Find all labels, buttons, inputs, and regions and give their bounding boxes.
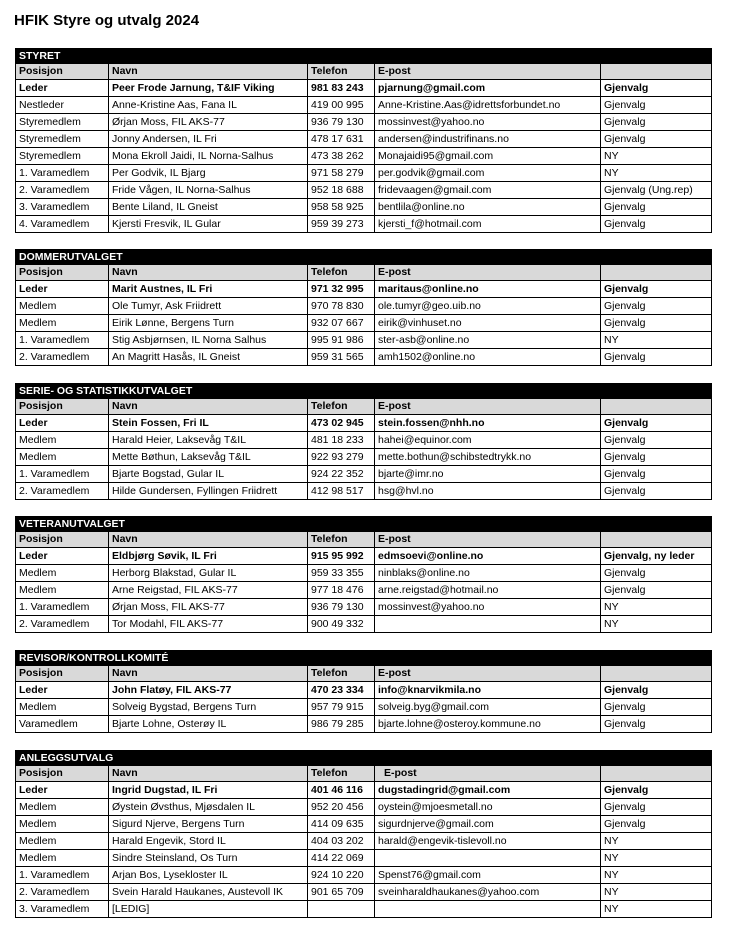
cell-name: Peer Frode Jarnung, T&IF Viking	[109, 80, 308, 97]
cell-name: Eldbjørg Søvik, IL Fri	[109, 548, 308, 565]
member-row	[16, 833, 712, 850]
cell-status: NY	[601, 616, 712, 633]
header-status	[601, 766, 712, 782]
cell-name: Anne-Kristine Aas, Fana IL	[109, 97, 308, 114]
header-position: Posisjon	[16, 766, 109, 782]
member-row	[16, 199, 712, 216]
cell-email: kjersti_f@hotmail.com	[375, 216, 601, 233]
section-banner	[16, 751, 712, 766]
section-banner	[16, 250, 712, 265]
cell-phone: 995 91 986	[308, 332, 375, 349]
section-banner	[16, 651, 712, 666]
cell-name: Sindre Steinsland, Os Turn	[109, 850, 308, 867]
cell-name: [LEDIG]	[109, 901, 308, 918]
cell-status: NY	[601, 833, 712, 850]
cell-position: Styremedlem	[16, 131, 109, 148]
cell-name: Svein Harald Haukanes, Austevoll IK	[109, 884, 308, 901]
cell-name: An Magritt Hasås, IL Gneist	[109, 349, 308, 366]
cell-position: 3. Varamedlem	[16, 901, 109, 918]
cell-name: Sigurd Njerve, Bergens Turn	[109, 816, 308, 833]
member-row	[16, 716, 712, 733]
cell-position: Nestleder	[16, 97, 109, 114]
cell-status: Gjenvalg	[601, 699, 712, 716]
cell-phone: 414 09 635	[308, 816, 375, 833]
cell-status: NY	[601, 884, 712, 901]
section-title: ANLEGGSUTVALG	[16, 751, 712, 766]
leader-row	[16, 80, 712, 97]
member-row	[16, 114, 712, 131]
cell-name: Kjersti Fresvik, IL Gular	[109, 216, 308, 233]
member-row	[16, 449, 712, 466]
member-row	[16, 432, 712, 449]
cell-phone: 971 58 279	[308, 165, 375, 182]
cell-position: Leder	[16, 80, 109, 97]
section-banner	[16, 384, 712, 399]
cell-name: Arjan Bos, Lysekloster IL	[109, 867, 308, 884]
cell-status: Gjenvalg	[601, 816, 712, 833]
cell-email: sveinharaldhaukanes@yahoo.com	[375, 884, 601, 901]
cell-name: Bente Liland, IL Gneist	[109, 199, 308, 216]
section-title: STYRET	[16, 49, 712, 64]
cell-status: Gjenvalg	[601, 97, 712, 114]
cell-email: stein.fossen@nhh.no	[375, 415, 601, 432]
cell-name: Eirik Lønne, Bergens Turn	[109, 315, 308, 332]
cell-status: Gjenvalg	[601, 114, 712, 131]
section-revisor-kontrollkomit	[15, 650, 711, 733]
header-phone: Telefon	[308, 532, 375, 548]
header-name: Navn	[109, 399, 308, 415]
cell-name: Jonny Andersen, IL Fri	[109, 131, 308, 148]
header-phone: Telefon	[308, 265, 375, 281]
cell-name: Bjarte Bogstad, Gular IL	[109, 466, 308, 483]
section-title: VETERANUTVALGET	[16, 517, 712, 532]
header-email: E-post	[375, 532, 601, 548]
cell-email: per.godvik@gmail.com	[375, 165, 601, 182]
cell-position: 4. Varamedlem	[16, 216, 109, 233]
cell-position: 2. Varamedlem	[16, 884, 109, 901]
cell-name: Mette Bøthun, Laksevåg T&IL	[109, 449, 308, 466]
cell-position: 1. Varamedlem	[16, 599, 109, 616]
cell-position: Varamedlem	[16, 716, 109, 733]
section-title: SERIE- OG STATISTIKKUTVALGET	[16, 384, 712, 399]
member-row	[16, 850, 712, 867]
cell-status: Gjenvalg	[601, 216, 712, 233]
cell-name: Ørjan Moss, FIL AKS-77	[109, 599, 308, 616]
cell-position: Styremedlem	[16, 114, 109, 131]
member-row	[16, 799, 712, 816]
member-row	[16, 216, 712, 233]
cell-email: bentlila@online.no	[375, 199, 601, 216]
section-banner	[16, 49, 712, 64]
cell-position: Styremedlem	[16, 148, 109, 165]
cell-position: Leder	[16, 415, 109, 432]
cell-position: 2. Varamedlem	[16, 616, 109, 633]
cell-email: Monajaidi95@gmail.com	[375, 148, 601, 165]
committee-table	[15, 516, 712, 633]
cell-phone: 414 22 069	[308, 850, 375, 867]
header-position: Posisjon	[16, 265, 109, 281]
cell-name: Tor Modahl, FIL AKS-77	[109, 616, 308, 633]
cell-status: Gjenvalg	[601, 315, 712, 332]
cell-position: 2. Varamedlem	[16, 349, 109, 366]
member-row	[16, 599, 712, 616]
cell-position: Medlem	[16, 816, 109, 833]
cell-name: Stig Asbjørnsen, IL Norna Salhus	[109, 332, 308, 349]
header-name: Navn	[109, 766, 308, 782]
cell-status: NY	[601, 165, 712, 182]
cell-status: Gjenvalg	[601, 349, 712, 366]
header-status	[601, 532, 712, 548]
cell-name: Herborg Blakstad, Gular IL	[109, 565, 308, 582]
header-status	[601, 64, 712, 80]
cell-position: 2. Varamedlem	[16, 182, 109, 199]
cell-phone: 981 83 243	[308, 80, 375, 97]
cell-status: NY	[601, 850, 712, 867]
cell-name: Bjarte Lohne, Osterøy IL	[109, 716, 308, 733]
cell-phone: 901 65 709	[308, 884, 375, 901]
cell-status: Gjenvalg	[601, 716, 712, 733]
header-name: Navn	[109, 265, 308, 281]
header-position: Posisjon	[16, 399, 109, 415]
cell-email: bjarte@imr.no	[375, 466, 601, 483]
cell-phone: 932 07 667	[308, 315, 375, 332]
cell-status: Gjenvalg	[601, 782, 712, 799]
section-title: REVISOR/KONTROLLKOMITÉ	[16, 651, 712, 666]
cell-status: Gjenvalg	[601, 483, 712, 500]
header-position: Posisjon	[16, 666, 109, 682]
cell-status: Gjenvalg	[601, 565, 712, 582]
cell-email: ole.tumyr@geo.uib.no	[375, 298, 601, 315]
committee-table	[15, 750, 712, 918]
cell-email: arne.reigstad@hotmail.no	[375, 582, 601, 599]
header-phone: Telefon	[308, 64, 375, 80]
cell-position: Medlem	[16, 449, 109, 466]
cell-status: Gjenvalg	[601, 199, 712, 216]
cell-name: Øystein Øvsthus, Mjøsdalen IL	[109, 799, 308, 816]
cell-name: Per Godvik, IL Bjarg	[109, 165, 308, 182]
cell-status: Gjenvalg	[601, 449, 712, 466]
member-row	[16, 483, 712, 500]
header-name: Navn	[109, 532, 308, 548]
cell-email: sigurdnjerve@gmail.com	[375, 816, 601, 833]
cell-status: Gjenvalg	[601, 80, 712, 97]
cell-phone: 473 02 945	[308, 415, 375, 432]
cell-email: mette.bothun@schibstedtrykk.no	[375, 449, 601, 466]
cell-name: Ingrid Dugstad, IL Fri	[109, 782, 308, 799]
member-row	[16, 466, 712, 483]
member-row	[16, 332, 712, 349]
cell-name: Ørjan Moss, FIL AKS-77	[109, 114, 308, 131]
header-phone: Telefon	[308, 399, 375, 415]
section-banner	[16, 517, 712, 532]
cell-name: Ole Tumyr, Ask Friidrett	[109, 298, 308, 315]
cell-phone: 971 32 995	[308, 281, 375, 298]
section-dommerutvalget	[15, 249, 711, 366]
cell-position: 1. Varamedlem	[16, 466, 109, 483]
cell-position: Medlem	[16, 565, 109, 582]
cell-email: Spenst76@gmail.com	[375, 867, 601, 884]
cell-email: hsg@hvl.no	[375, 483, 601, 500]
page-title: HFIK Styre og utvalg 2024	[14, 12, 200, 29]
cell-email: mossinvest@yahoo.no	[375, 599, 601, 616]
cell-email: andersen@industrifinans.no	[375, 131, 601, 148]
cell-name: Harald Heier, Laksevåg T&IL	[109, 432, 308, 449]
cell-position: Leder	[16, 782, 109, 799]
member-row	[16, 131, 712, 148]
header-name: Navn	[109, 64, 308, 80]
cell-email: amh1502@online.no	[375, 349, 601, 366]
cell-name: Fride Vågen, IL Norna-Salhus	[109, 182, 308, 199]
header-position: Posisjon	[16, 532, 109, 548]
cell-status: Gjenvalg	[601, 131, 712, 148]
cell-email: Anne-Kristine.Aas@idrettsforbundet.no	[375, 97, 601, 114]
cell-email: fridevaagen@gmail.com	[375, 182, 601, 199]
cell-status: NY	[601, 332, 712, 349]
member-row	[16, 699, 712, 716]
committee-table	[15, 383, 712, 500]
cell-phone: 924 10 220	[308, 867, 375, 884]
member-row	[16, 565, 712, 582]
member-row	[16, 884, 712, 901]
cell-position: Medlem	[16, 298, 109, 315]
cell-status: Gjenvalg	[601, 281, 712, 298]
cell-position: Leder	[16, 281, 109, 298]
member-row	[16, 349, 712, 366]
cell-phone: 478 17 631	[308, 131, 375, 148]
cell-position: 2. Varamedlem	[16, 483, 109, 500]
header-status	[601, 399, 712, 415]
leader-row	[16, 682, 712, 699]
cell-email: ster-asb@online.no	[375, 332, 601, 349]
member-row	[16, 298, 712, 315]
cell-status: Gjenvalg	[601, 298, 712, 315]
cell-phone: 952 18 688	[308, 182, 375, 199]
cell-phone: 404 03 202	[308, 833, 375, 850]
section-veteranutvalget	[15, 516, 711, 633]
member-row	[16, 165, 712, 182]
cell-position: Medlem	[16, 699, 109, 716]
header-email: E-post	[375, 766, 601, 782]
cell-phone: 957 79 915	[308, 699, 375, 716]
cell-phone: 915 95 992	[308, 548, 375, 565]
member-row	[16, 616, 712, 633]
member-row	[16, 582, 712, 599]
committee-table	[15, 48, 712, 233]
cell-phone: 936 79 130	[308, 599, 375, 616]
cell-position: Medlem	[16, 799, 109, 816]
header-email: E-post	[375, 399, 601, 415]
cell-phone: 959 39 273	[308, 216, 375, 233]
cell-position: 1. Varamedlem	[16, 332, 109, 349]
cell-phone: 952 20 456	[308, 799, 375, 816]
leader-row	[16, 548, 712, 565]
header-row	[16, 399, 712, 415]
header-row	[16, 64, 712, 80]
section-serie-og-statistikkutvalget	[15, 383, 711, 500]
member-row	[16, 97, 712, 114]
cell-position: Leder	[16, 682, 109, 699]
cell-email: mossinvest@yahoo.no	[375, 114, 601, 131]
cell-phone: 900 49 332	[308, 616, 375, 633]
cell-status: Gjenvalg	[601, 432, 712, 449]
cell-status: NY	[601, 901, 712, 918]
cell-position: 1. Varamedlem	[16, 867, 109, 884]
header-row	[16, 265, 712, 281]
header-name: Navn	[109, 666, 308, 682]
cell-email: oystein@mjoesmetall.no	[375, 799, 601, 816]
cell-phone: 481 18 233	[308, 432, 375, 449]
header-position: Posisjon	[16, 64, 109, 80]
header-status	[601, 666, 712, 682]
cell-status: Gjenvalg	[601, 582, 712, 599]
member-row	[16, 315, 712, 332]
cell-email: dugstadingrid@gmail.com	[375, 782, 601, 799]
cell-status: Gjenvalg, ny leder	[601, 548, 712, 565]
header-email: E-post	[375, 265, 601, 281]
leader-row	[16, 415, 712, 432]
cell-phone: 970 78 830	[308, 298, 375, 315]
cell-position: 3. Varamedlem	[16, 199, 109, 216]
header-row	[16, 666, 712, 682]
cell-name: Mona Ekroll Jaidi, IL Norna-Salhus	[109, 148, 308, 165]
cell-status: NY	[601, 599, 712, 616]
cell-email: ninblaks@online.no	[375, 565, 601, 582]
cell-email: harald@engevik-tislevoll.no	[375, 833, 601, 850]
cell-name: John Flatøy, FIL AKS-77	[109, 682, 308, 699]
cell-phone: 470 23 334	[308, 682, 375, 699]
cell-phone: 924 22 352	[308, 466, 375, 483]
leader-row	[16, 782, 712, 799]
cell-phone: 419 00 995	[308, 97, 375, 114]
cell-position: 1. Varamedlem	[16, 165, 109, 182]
header-phone: Telefon	[308, 766, 375, 782]
cell-email: bjarte.lohne@osteroy.kommune.no	[375, 716, 601, 733]
member-row	[16, 182, 712, 199]
cell-email: eirik@vinhuset.no	[375, 315, 601, 332]
member-row	[16, 867, 712, 884]
cell-position: Medlem	[16, 833, 109, 850]
cell-name: Hilde Gundersen, Fyllingen Friidrett	[109, 483, 308, 500]
cell-phone: 977 18 476	[308, 582, 375, 599]
header-phone: Telefon	[308, 666, 375, 682]
cell-phone: 936 79 130	[308, 114, 375, 131]
member-row	[16, 148, 712, 165]
cell-phone: 959 31 565	[308, 349, 375, 366]
cell-status: Gjenvalg	[601, 415, 712, 432]
header-email: E-post	[375, 666, 601, 682]
cell-email: edmsoevi@online.no	[375, 548, 601, 565]
section-title: DOMMERUTVALGET	[16, 250, 712, 265]
header-status	[601, 265, 712, 281]
cell-status: Gjenvalg	[601, 466, 712, 483]
cell-name: Solveig Bygstad, Bergens Turn	[109, 699, 308, 716]
cell-phone: 412 98 517	[308, 483, 375, 500]
cell-phone: 473 38 262	[308, 148, 375, 165]
cell-status: NY	[601, 148, 712, 165]
cell-position: Leder	[16, 548, 109, 565]
cell-email: info@knarvikmila.no	[375, 682, 601, 699]
cell-email: hahei@equinor.com	[375, 432, 601, 449]
cell-name: Harald Engevik, Stord IL	[109, 833, 308, 850]
cell-status: Gjenvalg	[601, 682, 712, 699]
cell-status: NY	[601, 867, 712, 884]
committee-table	[15, 249, 712, 366]
cell-phone	[308, 901, 375, 918]
cell-phone: 958 58 925	[308, 199, 375, 216]
cell-position: Medlem	[16, 432, 109, 449]
cell-position: Medlem	[16, 582, 109, 599]
cell-phone: 401 46 116	[308, 782, 375, 799]
leader-row	[16, 281, 712, 298]
header-email: E-post	[375, 64, 601, 80]
cell-name: Marit Austnes, IL Fri	[109, 281, 308, 298]
cell-email: solveig.byg@gmail.com	[375, 699, 601, 716]
header-row	[16, 766, 712, 782]
section-anleggsutvalg	[15, 750, 711, 918]
cell-position: Medlem	[16, 850, 109, 867]
cell-email	[375, 616, 601, 633]
cell-email: pjarnung@gmail.com	[375, 80, 601, 97]
cell-name: Stein Fossen, Fri IL	[109, 415, 308, 432]
section-styret	[15, 48, 711, 233]
cell-phone: 922 93 279	[308, 449, 375, 466]
member-row	[16, 901, 712, 918]
cell-status: Gjenvalg (Ung.rep)	[601, 182, 712, 199]
cell-email: maritaus@online.no	[375, 281, 601, 298]
committee-table	[15, 650, 712, 733]
cell-phone: 986 79 285	[308, 716, 375, 733]
cell-status: Gjenvalg	[601, 799, 712, 816]
member-row	[16, 816, 712, 833]
cell-email	[375, 901, 601, 918]
cell-position: Medlem	[16, 315, 109, 332]
cell-phone: 959 33 355	[308, 565, 375, 582]
header-row	[16, 532, 712, 548]
cell-name: Arne Reigstad, FIL AKS-77	[109, 582, 308, 599]
cell-email	[375, 850, 601, 867]
